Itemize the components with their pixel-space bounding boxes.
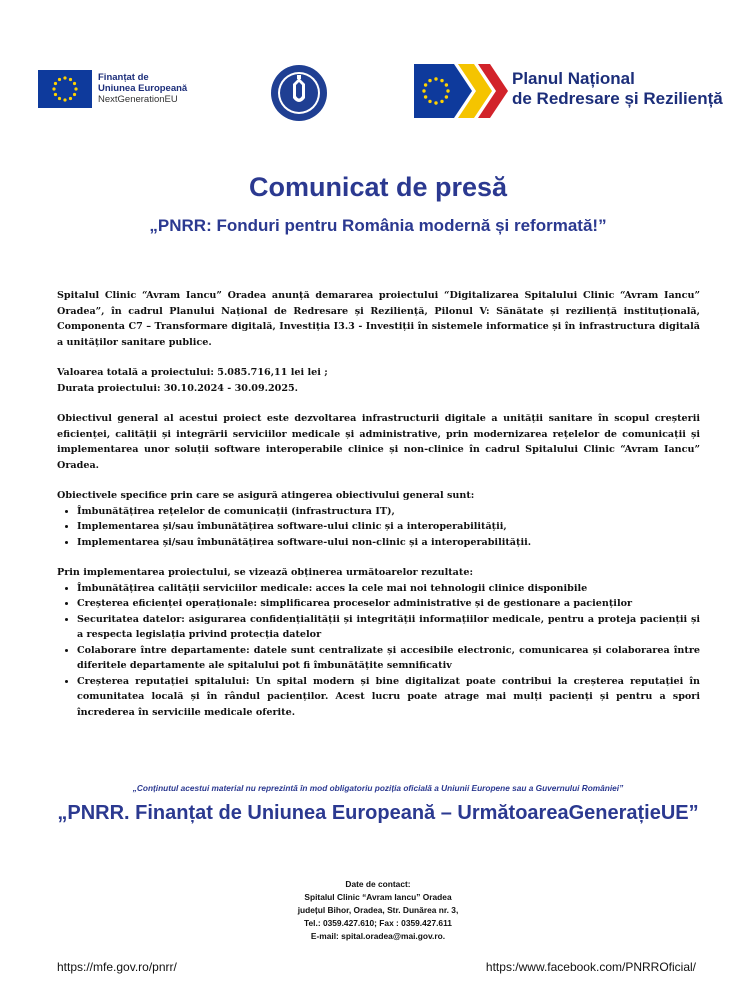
eu-star-icon — [434, 101, 437, 104]
specific-objectives-list — [57, 504, 700, 551]
eu-logo-line1: Finanțat de — [98, 72, 149, 83]
contact-address: județul Bihor, Oradea, Str. Dunărea nr. 3, — [297, 905, 459, 915]
press-release-body — [57, 288, 700, 735]
contact-name: Spitalul Clinic “Avram Iancu” Oradea — [304, 892, 452, 902]
contact-heading: Date de contact: — [345, 879, 411, 889]
general-objective-paragraph: Obiectivul general al acestui proiect este dezvoltarea infrastructurii digitale a unității sanitare în scopul creșterii eficienței, calității și integrării serviciilor medicale și administrative, prin modernizarea rețelelor de comunicații și implementarea unor soluții software interoperabile clinice și non-clinice în cadrul Spitalului Clinic “Avram Iancu” Oradea. — [57, 413, 700, 471]
eu-star-icon — [440, 100, 443, 103]
eu-flag-icon — [38, 70, 92, 108]
pnrr-logo-line2: de Redresare și Reziliență — [512, 89, 723, 108]
page-subtitle: „PNRR: Fonduri pentru România modernă și reformată!” — [149, 216, 607, 235]
eu-star-icon — [74, 87, 77, 90]
eu-star-icon — [424, 83, 427, 86]
contact-block — [0, 878, 756, 943]
eu-star-icon — [445, 83, 448, 86]
facebook-pnrr-link[interactable]: https:/www.facebook.com/PNRROficial/ — [485, 960, 696, 974]
pnrr-flag-icon — [414, 64, 509, 118]
eu-star-icon — [428, 79, 431, 82]
contact-phone: Tel.: 0359.427.610; Fax : 0359.427.611 — [304, 918, 452, 928]
list-item: • Creșterea eficienței operaționale: simplificarea proceselor administrative și de gestionare a pacienților — [77, 596, 700, 612]
eu-star-icon — [434, 77, 437, 80]
eu-star-icon — [428, 100, 431, 103]
intro-paragraph: Spitalul Clinic “Avram Iancu” Oradea anunță demararea proiectului “Digitalizarea Spitalului Clinic “Avram Iancu” Oradea”, în cadrul Planului Național de Redresare și Reziliență, Pilonul V: Sănătate și reziliență instituțională, Componenta C7 – Transformare digitală, Investiția I3.3 - Investiții în sistemele informatice și în infrastructura digitală a unităților sanitare publice. — [57, 290, 700, 348]
eu-star-icon — [69, 78, 72, 81]
results-list — [57, 581, 700, 721]
disclaimer-text: „Conținutul acestui material nu reprezintă în mod obligatoriu poziția oficială a Uniunii Europene sau a Guvernului României” — [132, 783, 624, 793]
eu-star-icon — [54, 82, 57, 85]
eu-star-icon — [424, 95, 427, 98]
eu-star-icon — [58, 78, 61, 81]
pnrr-logo — [414, 64, 724, 118]
eu-star-icon — [440, 79, 443, 82]
pnrr-logo-line1: Planul Național — [512, 69, 635, 88]
specific-objectives-heading: Obiectivele specifice prin care se asigură atingerea obiectivului general sunt: — [57, 490, 475, 501]
eu-star-icon — [63, 76, 66, 79]
list-item: • Colaborare între departamente: datele sunt centralizate și accesibile electronic, comunicarea și colaborarea între diferitele departamente ale spitalului pot fi îmbunătățite semnificativ — [77, 643, 700, 674]
eu-star-icon — [446, 89, 449, 92]
eu-star-icon — [58, 97, 61, 100]
eu-star-icon — [69, 97, 72, 100]
eu-star-icon — [52, 87, 55, 90]
list-item: • Îmbunătățirea rețelelor de comunicații (infrastructura IT), — [77, 504, 700, 520]
eu-star-icon — [422, 89, 425, 92]
list-item: • Implementarea și/sau îmbunătățirea software-ului non-clinic și a interoperabilității. — [77, 535, 700, 551]
results-heading: Prin implementarea proiectului, se vizează obținerea următoarelor rezultate: — [57, 567, 473, 578]
eu-funding-logo — [38, 70, 198, 112]
list-item: • Creșterea reputației spitalului: Un spital modern și bine digitalizat poate contribui la creșterea reputației în comunitatea locală și în rândul pacienților. Acest lucru poate atrage mai mulți pacienți și pentru a spori încrederea în serviciile medicale oferite. — [77, 674, 700, 721]
list-item: • Securitatea datelor: asigurarea confidențialității și integrității informațiilor medicale, pentru a proteja pacienții și a respecta legislația privind protecția datelor — [77, 612, 700, 643]
contact-email: E-mail: spital.oradea@mai.gov.ro. — [310, 931, 446, 941]
eu-logo-line3: NextGenerationEU — [98, 94, 178, 105]
list-item: • Implementarea și/sau îmbunătățirea software-ului clinic și a interoperabilității, — [77, 519, 700, 535]
pnrr-slogan: „PNRR. Finanțat de Uniunea Europeană – UrmătoareaGenerațieUE” — [57, 802, 699, 824]
eu-star-icon — [73, 93, 76, 96]
project-duration: Durata proiectului: 30.10.2024 - 30.09.2025. — [57, 382, 299, 394]
eu-logo-line2: Uniunea Europeană — [98, 83, 188, 94]
eu-star-icon — [73, 82, 76, 85]
list-item: • Îmbunătățirea calității serviciilor medicale: acces la cele mai noi tehnologii clinice disponibile — [77, 581, 700, 597]
pnrr-logo-text — [512, 69, 723, 109]
eu-star-icon — [63, 98, 66, 101]
eu-star-icon — [54, 93, 57, 96]
project-value: Valoarea totală a proiectului: 5.085.716,11 lei lei ; — [57, 367, 328, 378]
mfe-pnrr-link[interactable]: https://mfe.gov.ro/pnrr/ — [57, 960, 177, 974]
page-title: Comunicat de presă — [248, 172, 508, 202]
romanian-government-seal-icon — [270, 64, 328, 122]
eu-logo-text — [98, 72, 187, 105]
eu-star-icon — [445, 95, 448, 98]
